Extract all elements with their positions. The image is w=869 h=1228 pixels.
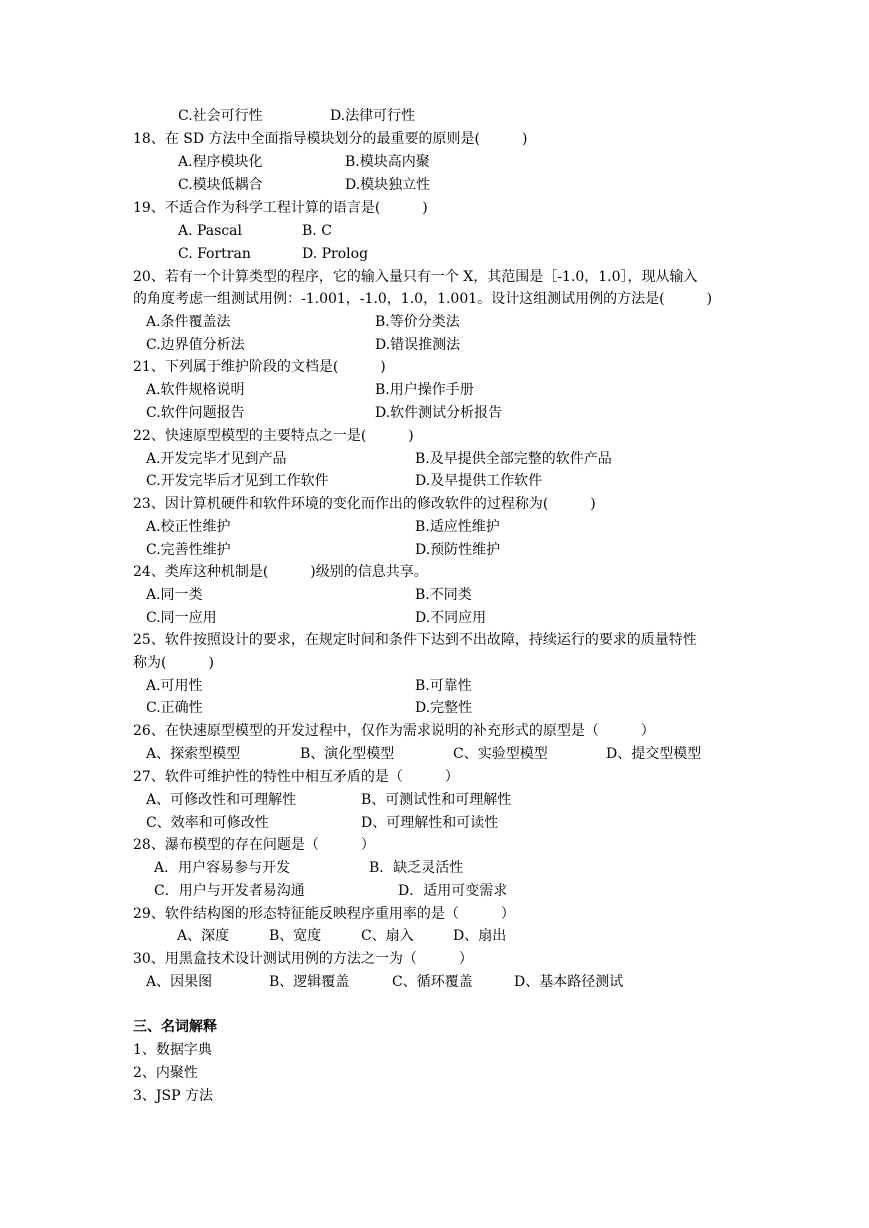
option: A.同一类 bbox=[146, 587, 203, 603]
option: D.及早提供工作软件 bbox=[415, 473, 543, 489]
question-stem: 23、因计算机硬件和软件环境的变化而作出的修改软件的过程称为( ) bbox=[133, 496, 596, 512]
question-stem: 18、在 SD 方法中全面指导模块划分的最重要的原则是( ) bbox=[133, 131, 528, 147]
option: B、逻辑覆盖 bbox=[269, 974, 350, 990]
option: D、基本路径测试 bbox=[514, 974, 624, 990]
option: B．缺乏灵活性 bbox=[369, 860, 464, 876]
question-stem: 24、类库这种机制是( )级别的信息共享。 bbox=[133, 564, 428, 580]
option: A.软件规格说明 bbox=[146, 382, 245, 398]
section-title: 三、名词解释 bbox=[133, 1019, 217, 1035]
term-item: 3、JSP 方法 bbox=[133, 1088, 213, 1104]
option: D. Prolog bbox=[302, 246, 369, 262]
option: A.程序模块化 bbox=[178, 154, 263, 170]
option: D、扇出 bbox=[453, 928, 507, 944]
option: C、扇入 bbox=[361, 928, 414, 944]
question-stem: 25、软件按照设计的要求，在规定时间和条件下达到不出故障，持续运行的要求的质量特性 bbox=[133, 632, 697, 648]
question-stem: 27、软件可维护性的特性中相互矛盾的是（ ） bbox=[133, 769, 459, 785]
option: B、可测试性和可理解性 bbox=[361, 792, 512, 808]
option: C、实验型模型 bbox=[453, 746, 548, 762]
option: D.法律可行性 bbox=[330, 108, 416, 124]
question-stem: 19、不适合作为科学工程计算的语言是( ) bbox=[133, 200, 428, 216]
option: A.开发完毕才见到产品 bbox=[146, 451, 287, 467]
option: C.完善性维护 bbox=[146, 542, 231, 558]
option: A.校正性维护 bbox=[146, 519, 231, 535]
option: B.用户操作手册 bbox=[375, 382, 474, 398]
option: A、可修改性和可理解性 bbox=[146, 792, 297, 808]
option: D.不同应用 bbox=[415, 610, 487, 626]
option: A．用户容易参与开发 bbox=[154, 860, 291, 876]
option: A. Pascal bbox=[178, 223, 242, 239]
option: B. C bbox=[302, 223, 332, 239]
option: B.模块高内聚 bbox=[345, 154, 430, 170]
term-item: 1、数据字典 bbox=[133, 1042, 212, 1058]
question-stem: 的角度考虑一组测试用例：-1.001，-1.0，1.0，1.001。设计这组测试用例的方法是( ) bbox=[133, 291, 713, 307]
question-stem: 30、用黑盒技术设计测试用例的方法之一为（ ） bbox=[133, 951, 473, 967]
question-stem: 26、在快速原型模型的开发过程中，仅作为需求说明的补充形式的原型是（ ） bbox=[133, 723, 655, 739]
option: A.可用性 bbox=[146, 678, 203, 694]
question-stem: 21、下列属于维护阶段的文档是( ) bbox=[133, 359, 386, 375]
option: C.模块低耦合 bbox=[178, 177, 263, 193]
option: C.同一应用 bbox=[146, 610, 217, 626]
option: B、演化型模型 bbox=[300, 746, 395, 762]
option: A、探索型模型 bbox=[146, 746, 241, 762]
option: B.及早提供全部完整的软件产品 bbox=[415, 451, 612, 467]
question-stem: 28、瀑布模型的存在问题是（ ） bbox=[133, 837, 375, 853]
question-stem: 20、若有一个计算类型的程序，它的输入量只有一个 X，其范围是［-1.0，1.0］，现从输入 bbox=[133, 269, 698, 285]
question-stem: 称为( ) bbox=[133, 655, 214, 671]
term-item: 2、内聚性 bbox=[133, 1065, 198, 1081]
option: C.开发完毕后才见到工作软件 bbox=[146, 473, 329, 489]
option: D.错误推测法 bbox=[375, 337, 461, 353]
option: B.不同类 bbox=[415, 587, 472, 603]
option: C.软件问题报告 bbox=[146, 405, 245, 421]
option: C.正确性 bbox=[146, 700, 203, 716]
option: B.可靠性 bbox=[415, 678, 472, 694]
option: B、宽度 bbox=[269, 928, 322, 944]
option: D、提交型模型 bbox=[606, 746, 702, 762]
option: D、可理解性和可读性 bbox=[361, 815, 499, 831]
option: C．用户与开发者易沟通 bbox=[154, 883, 305, 899]
option: D.完整性 bbox=[415, 700, 473, 716]
question-stem: 29、软件结构图的形态特征能反映程序重用率的是（ ） bbox=[133, 906, 515, 922]
option: A、因果图 bbox=[146, 974, 213, 990]
option: C.社会可行性 bbox=[178, 108, 263, 124]
option: C.边界值分析法 bbox=[146, 337, 245, 353]
option: C、循环覆盖 bbox=[392, 974, 473, 990]
option: C、效率和可修改性 bbox=[146, 815, 269, 831]
option: C. Fortran bbox=[178, 246, 251, 262]
option: D.预防性维护 bbox=[415, 542, 501, 558]
option: A.条件覆盖法 bbox=[146, 314, 231, 330]
option: B.等价分类法 bbox=[375, 314, 460, 330]
option: B.适应性维护 bbox=[415, 519, 500, 535]
option: A、深度 bbox=[177, 928, 230, 944]
question-stem: 22、快速原型模型的主要特点之一是( ) bbox=[133, 428, 414, 444]
option: D.软件测试分析报告 bbox=[375, 405, 503, 421]
option: D.模块独立性 bbox=[345, 177, 431, 193]
option: D．适用可变需求 bbox=[398, 883, 508, 899]
